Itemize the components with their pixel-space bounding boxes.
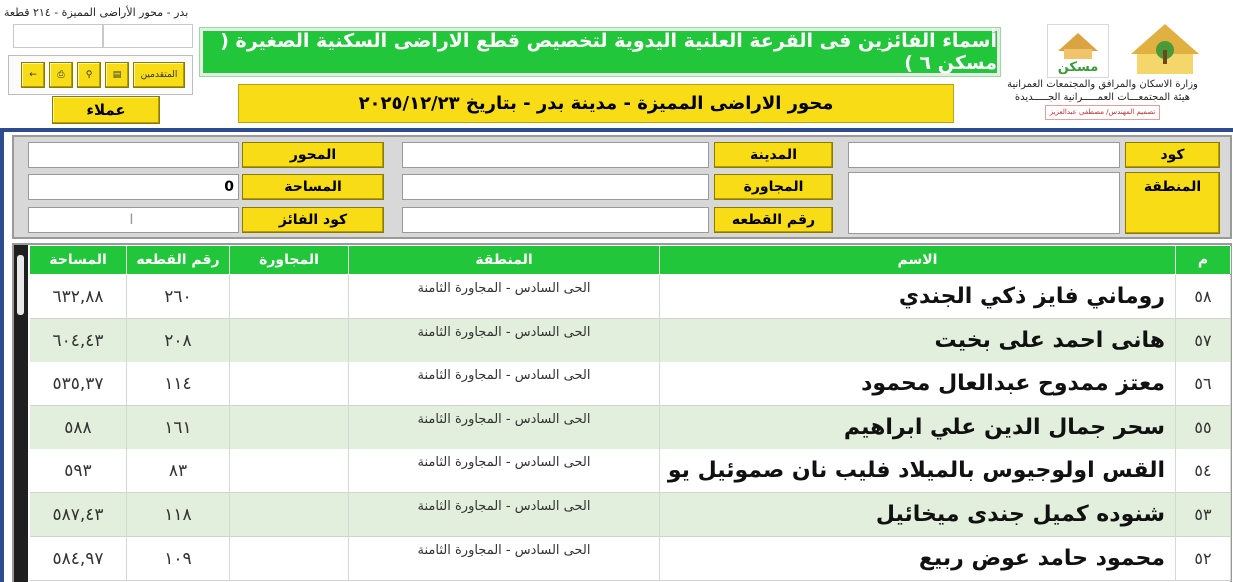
search-icon[interactable]: ⚲ <box>77 62 101 88</box>
cell-region: الحى السادس - المجاورة الثامنة <box>349 362 660 406</box>
cell-area: ٦٣٢,٨٨ <box>30 275 127 319</box>
cell-num: ٥٢ <box>1176 537 1231 581</box>
cell-neighborhood <box>230 449 349 493</box>
cell-region: الحى السادس - المجاورة الثامنة <box>349 319 660 363</box>
cell-region: الحى السادس - المجاورة الثامنة <box>349 537 660 581</box>
cell-plot: ١١٨ <box>127 493 230 537</box>
cell-plot: ١٠٩ <box>127 537 230 581</box>
cell-name: شنوده كميل جندى ميخائيل <box>660 493 1176 537</box>
cell-plot: ١٦١ <box>127 406 230 450</box>
col-header-region[interactable]: المنطقة <box>349 246 660 274</box>
city-field[interactable] <box>402 142 709 168</box>
neighborhood-field[interactable] <box>402 174 709 200</box>
cell-name: هانى احمد على بخيت <box>660 319 1176 363</box>
authority-name: هيئة المجتمعـــات العمـــــرانية الجـــــديدة <box>1014 92 1191 103</box>
cell-num: ٥٥ <box>1176 406 1231 450</box>
region-field[interactable] <box>848 172 1120 234</box>
cell-area: ٥٨٧,٤٣ <box>30 493 127 537</box>
divider-top <box>0 128 1233 132</box>
cell-region: الحى السادس - المجاورة الثامنة <box>349 406 660 450</box>
cell-region: الحى السادس - المجاورة الثامنة <box>349 275 660 319</box>
cell-area: ٥٨٤,٩٧ <box>30 537 127 581</box>
page-subtitle: محور الاراضى المميزة - مدينة بدر - بتاريخ ٢٠٢٥/١٢/٢٣ <box>238 84 954 123</box>
col-header-plot[interactable]: رقم القطعه <box>127 246 230 274</box>
cell-num: ٥٦ <box>1176 362 1231 406</box>
neighborhood-label: المجاورة <box>714 174 833 200</box>
axis-label: المحور <box>242 142 384 168</box>
cell-neighborhood <box>230 493 349 537</box>
cell-name: محمود حامد عوض ربيع <box>660 537 1176 581</box>
search-input-right[interactable] <box>103 24 193 48</box>
col-header-area[interactable]: المساحة <box>30 246 127 274</box>
advanced-button[interactable]: المتقدمين <box>133 62 185 88</box>
maskan-logo <box>1047 24 1109 78</box>
page-title: أسماء الفائزين فى القرعة العلنية اليدوية لتخصيص قطع الاراضى السكنية الصغيرة ( مسكن ٦ ) <box>200 28 1000 76</box>
cell-num: ٥٤ <box>1176 449 1231 493</box>
cell-plot: ١١٤ <box>127 362 230 406</box>
print-icon[interactable]: ⎙ <box>49 62 73 88</box>
cell-name: معتز ممدوح عبدالعال محمود <box>660 362 1176 406</box>
area-field[interactable]: 0 <box>28 174 239 200</box>
cell-num: ٥٧ <box>1176 319 1231 363</box>
designer-credit: تصميم المهندس/ مصطفى عبدالعزيز <box>1045 105 1161 120</box>
cell-neighborhood <box>230 319 349 363</box>
cell-name: القس اولوجيوس بالميلاد فليب نان صموئيل يو <box>660 449 1176 493</box>
grid-scrollbar[interactable] <box>14 245 28 582</box>
scrollbar-thumb[interactable] <box>17 255 24 315</box>
cell-plot: ٨٣ <box>127 449 230 493</box>
preview-icon[interactable]: ▤ <box>105 62 129 88</box>
winner-code-label: كود الفائز <box>242 207 384 233</box>
authority-logo <box>1127 20 1203 78</box>
cell-area: ٥٣٥,٣٧ <box>30 362 127 406</box>
region-label: المنطقة <box>1125 172 1220 234</box>
code-label: كود <box>1125 142 1220 168</box>
ministry-block <box>1000 78 1205 122</box>
cell-region: الحى السادس - المجاورة الثامنة <box>349 449 660 493</box>
cell-plot: ٢٦٠ <box>127 275 230 319</box>
axis-field[interactable] <box>28 142 239 168</box>
area-label: المساحة <box>242 174 384 200</box>
cell-region: الحى السادس - المجاورة الثامنة <box>349 493 660 537</box>
control-panel <box>8 55 193 95</box>
cell-neighborhood <box>230 537 349 581</box>
cell-num: ٥٣ <box>1176 493 1231 537</box>
cell-neighborhood <box>230 406 349 450</box>
col-header-name[interactable]: الاسم <box>660 246 1176 274</box>
cell-neighborhood <box>230 362 349 406</box>
city-label: المدينة <box>714 142 833 168</box>
cell-plot: ٢٠٨ <box>127 319 230 363</box>
cell-name: سحر جمال الدين علي ابراهيم <box>660 406 1176 450</box>
back-icon[interactable]: ← <box>21 62 45 88</box>
winner-code-field[interactable]: Ⅰ <box>28 207 239 233</box>
window-title: بدر - محور الأراضى المميزة - ٢١٤ قطعة <box>4 6 189 19</box>
cell-area: ٥٩٣ <box>30 449 127 493</box>
divider-left <box>0 128 4 582</box>
search-input-left[interactable] <box>13 24 103 48</box>
maskan-logo-text: مسكن <box>1057 60 1099 75</box>
clients-button[interactable]: عملاء <box>52 96 160 124</box>
cell-name: روماني فايز ذكي الجندي <box>660 275 1176 319</box>
cell-num: ٥٨ <box>1176 275 1231 319</box>
plot-label: رقم القطعه <box>714 207 833 233</box>
col-header-num[interactable]: م <box>1176 246 1231 274</box>
ministry-name: وزارة الاسكان والمرافق والمجتمعات العمرانية <box>1007 79 1198 90</box>
cell-neighborhood <box>230 275 349 319</box>
code-field[interactable] <box>848 142 1120 168</box>
plot-field[interactable] <box>402 207 709 233</box>
cell-area: ٦٠٤,٤٣ <box>30 319 127 363</box>
cell-area: ٥٨٨ <box>30 406 127 450</box>
col-header-neighborhood[interactable]: المجاورة <box>230 246 349 274</box>
